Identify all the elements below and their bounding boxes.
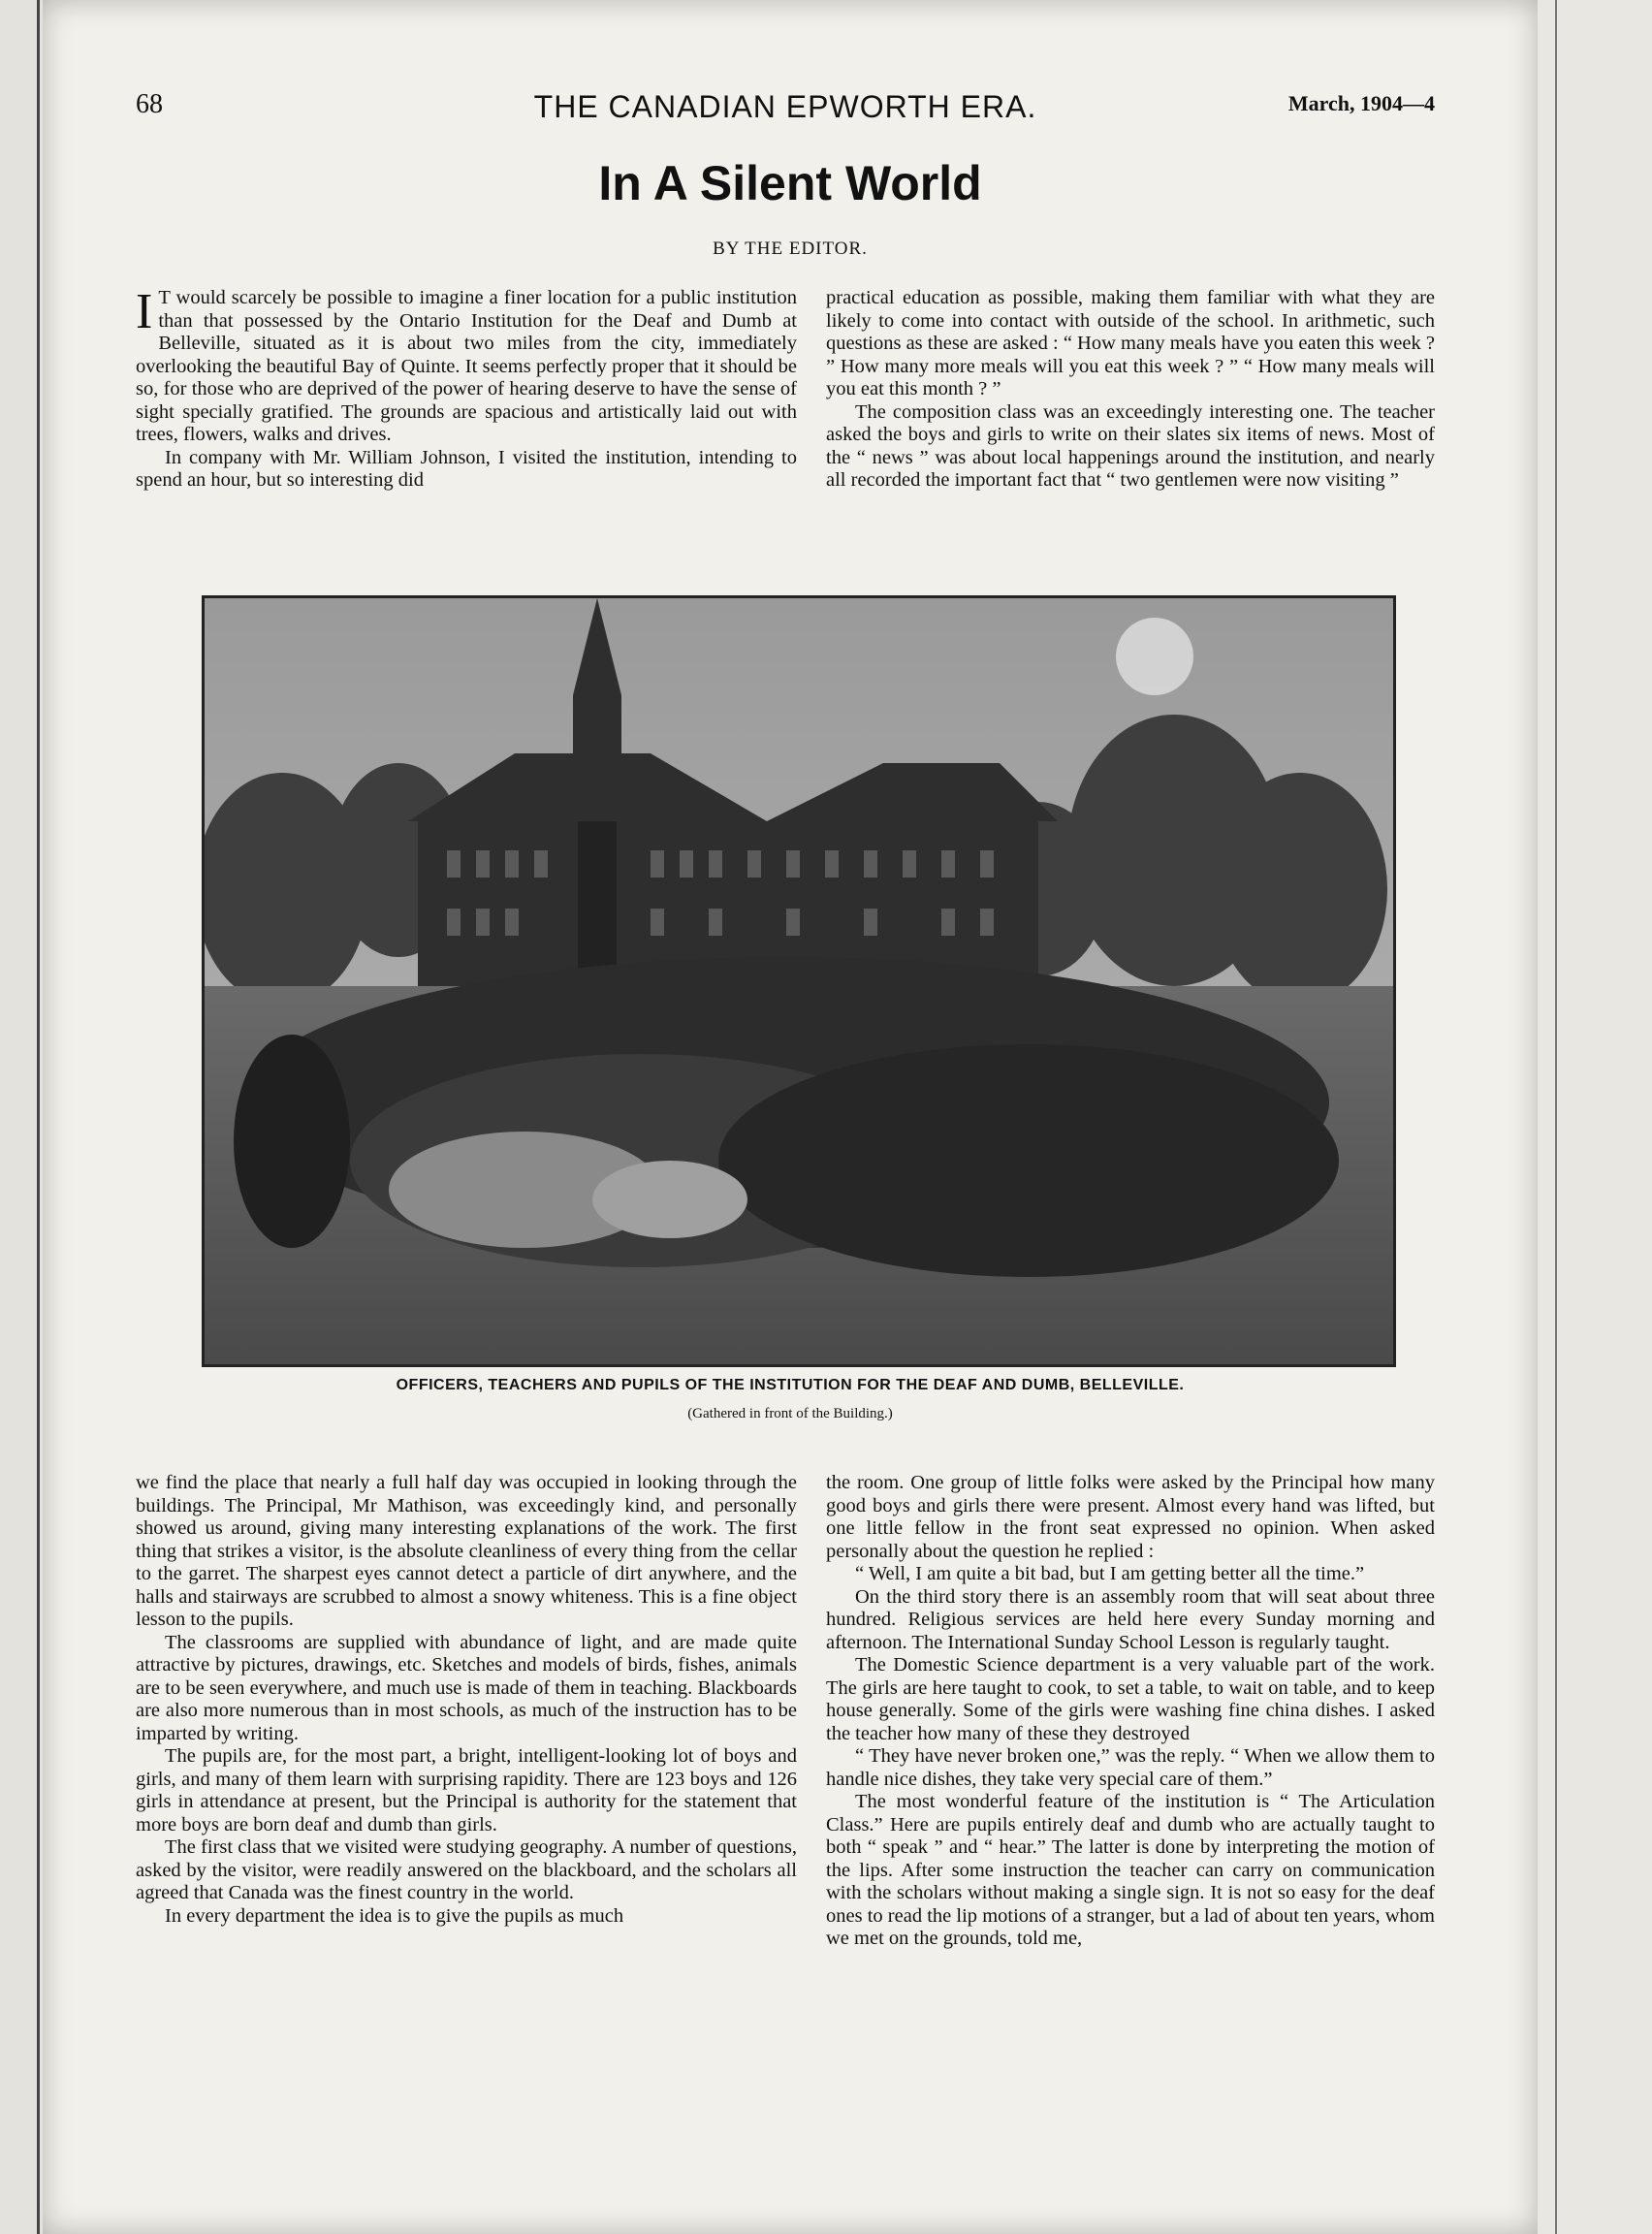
group-photograph: [202, 595, 1396, 1367]
paragraph: “ They have never broken one,” was the reply. “ When we allow them to handle nice dishes, they take very special care of them.”: [826, 1745, 1435, 1790]
paragraph: The classrooms are supplied with abundance of light, and are made quite attractive by pictures, drawings, etc. Sketches and models of birds, fishes, animals are to be seen everywhere, and much use is made of them in teaching. Blackboards are also more numerous than in most schools, as much of the instruction has to be imparted by writing.: [136, 1631, 797, 1744]
running-header: [136, 89, 1435, 128]
paragraph: I T would scarcely be possible to imagine a finer location for a public institution than that possessed by the Ontario Institution for the Deaf and Dumb at Belleville, situated as it is about two miles from the city, immediately overlooking the beautiful Bay of Quinte. It seems perfectly proper that it should be so, for those who are deprived of the power of hearing deserve to have the sense of sight specially gratified. The grounds are spacious and artistically laid out with trees, flowers, walks and drives.: [136, 284, 797, 445]
column-right-top: [826, 287, 1435, 493]
paragraph: In every department the idea is to give the pupils as much: [165, 1904, 624, 1927]
photo-illustration: [205, 598, 1393, 1364]
article-title: In A Silent World: [598, 156, 982, 210]
photo-caption: OFFICERS, TEACHERS AND PUPILS OF THE INSTITUTION FOR THE DEAF AND DUMB, BELLEVILLE.: [396, 1377, 1185, 1393]
paragraph: The pupils are, for the most part, a bright, intelligent-looking lot of boys and girls, and many of them learn with surprising rapidity. There are 123 boys and 126 girls in attendance at present, but the Principal is authority for the statement that more boys are born deaf and dumb than girls.: [136, 1745, 797, 1835]
paragraph: practical education as possible, making them familiar with what they are likely to come into contact with outside of the school. In arithmetic, such questions as these are asked : “ How many meals have you eaten this week ? ” How many more meals will you eat this week ? ” “ How many meals will you eat this month ? ”: [826, 287, 1435, 399]
left-page-edge: [0, 0, 43, 2234]
journal-title: THE CANADIAN EPWORTH ERA.: [533, 89, 1037, 124]
column-left-top: [136, 284, 797, 493]
photo-subcaption: (Gathered in front of the Building.): [687, 1406, 893, 1421]
paragraph: The Domestic Science department is a very valuable part of the work. The girls are here taught to cook, to set a table, to wait on table, and to keep house generally. Some of the girls were washing fine china dishes. I asked the teacher how many of these they destroyed: [826, 1654, 1435, 1744]
page-fold-line: [1555, 0, 1557, 2234]
issue-date: March, 1904—4: [1287, 91, 1435, 115]
paragraph: the room. One group of little folks were asked by the Principal how many good boys and girls there were present. Almost every hand was lifted, but one little fellow in the front seat expressed no opinion. When asked personally about the question he replied :: [826, 1472, 1435, 1562]
paragraph: we find the place that nearly a full half day was occupied in looking through the buildings. The Principal, Mr Mathison, was exceedingly kind, and personally showed us around, giving many interesting explanations of the work. The first thing that strikes a visitor, is the absolute cleanliness of every thing from the cellar to the garret. The sharpest eyes cannot detect a particle of dirt anywhere, and the halls and stairways are scrubbed to almost a snowy whiteness. This is a fine object lesson to the pupils.: [136, 1472, 797, 1630]
article-byline: BY THE EDITOR.: [713, 239, 868, 259]
column-left-bottom: [136, 1472, 797, 1928]
binding-line: [37, 0, 40, 2234]
paragraph: The composition class was an exceedingly interesting one. The teacher asked the boys and girls to write on their slates six items of news. Most of the “ news ” was about local happenings around the institution, and nearly all recorded the important fact that “ two gentlemen were now visiting ”: [826, 400, 1435, 491]
sun-glare: [1116, 618, 1193, 695]
paragraph: On the third story there is an assembly room that will seat about three hundred. Religious services are held here every Sunday morning and afternoon. The International Sunday School Lesson is regularly taught.: [826, 1585, 1435, 1653]
paragraph: The most wonderful feature of the institution is “ The Articulation Class.” Here are pupils entirely deaf and dumb who are actually taught to both “ speak ” and “ hear.” The latter is done by interpreting the motion of the lips. After some instruction the teacher can carry on communication with the scholars without making a single sign. It is not so easy for the deaf ones to read the lip motions of a stranger, but a lad of about ten years, whom we met on the grounds, told me,: [826, 1791, 1435, 1949]
paragraph: “ Well, I am quite a bit bad, but I am getting better all the time.”: [855, 1563, 1365, 1584]
right-page-edge: [1538, 0, 1652, 2234]
page-number: 68: [136, 89, 163, 119]
paragraph: In company with Mr. William Johnson, I visited the institution, intending to spend an hour, but so interesting did: [136, 446, 797, 491]
drop-cap: I: [136, 284, 153, 339]
magazine-page: [43, 0, 1538, 2234]
column-right-bottom: [826, 1472, 1435, 1951]
paragraph: The first class that we visited were studying geography. A number of questions, asked by the visitor, were readily answered on the blackboard, and the scholars all agreed that Canada was the finest country in the world.: [136, 1836, 797, 1903]
